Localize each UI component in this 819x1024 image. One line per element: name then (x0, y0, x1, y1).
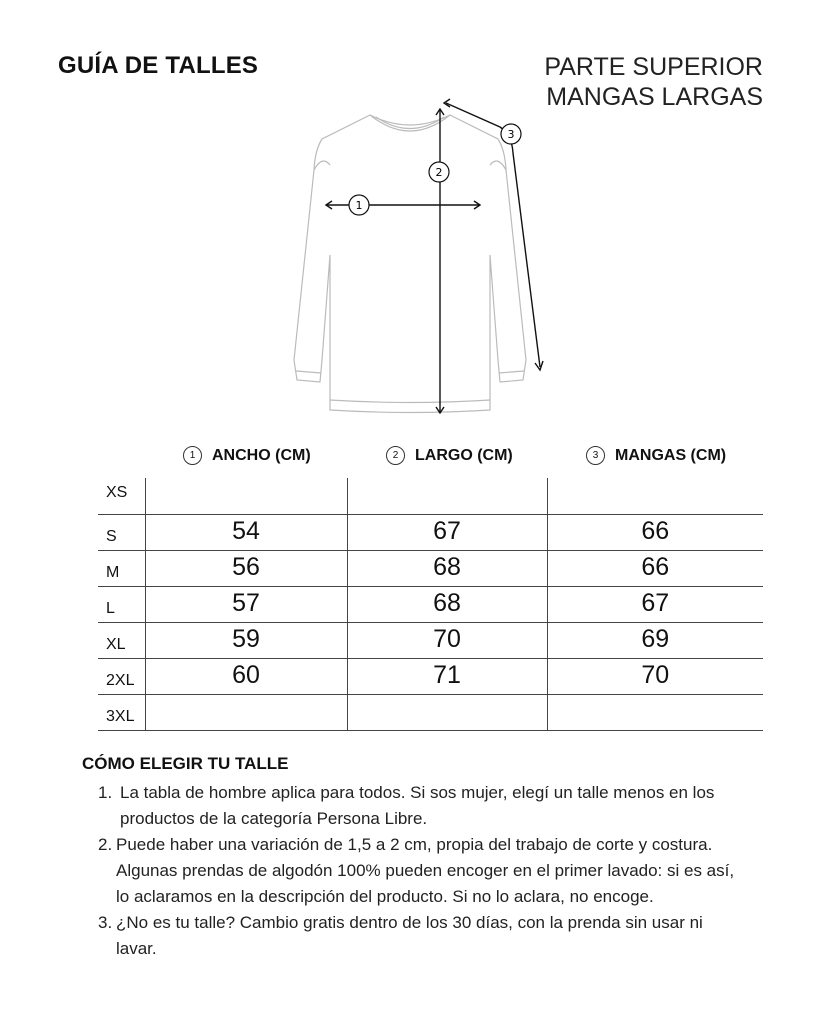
mangas-value: 70 (547, 658, 763, 694)
long-sleeve-shirt-diagram (260, 95, 560, 420)
mangas-value: 69 (547, 622, 763, 658)
largo-value: 70 (347, 622, 547, 658)
ancho-value: 60 (145, 658, 347, 694)
sleeve-marker (501, 124, 521, 144)
list-item-number: 2. (98, 835, 113, 854)
list-item-number: 1. (98, 783, 113, 802)
mangas-value: 66 (547, 550, 763, 586)
column-header-largo (386, 446, 513, 465)
svg-text:2: 2 (435, 166, 443, 179)
column-label: MANGAS (CM) (615, 446, 727, 464)
size-label: L (98, 586, 145, 622)
largo-value (347, 694, 547, 730)
list-item-text: La tabla de hombre aplica para todos. Si sos mujer, elegí un talle menos en los productos de la categoría Persona Libre. (120, 783, 715, 828)
table-row (98, 586, 763, 622)
size-table (98, 478, 763, 731)
list-item-text: ¿No es tu talle? Cambio gratis dentro de los 30 días, con la prenda sin usar ni lavar. (116, 913, 703, 958)
svg-text:3: 3 (507, 128, 515, 141)
largo-value: 68 (347, 586, 547, 622)
garment-type-line2: MANGAS LARGAS (546, 83, 763, 111)
garment-type-line1: PARTE SUPERIOR (544, 53, 763, 81)
svg-text:1: 1 (355, 199, 363, 212)
garment-type (544, 52, 763, 112)
column-number: 1 (183, 446, 202, 465)
list-item (98, 832, 748, 910)
table-row (98, 622, 763, 658)
how-to-title: CÓMO ELEGIR TU TALLE (82, 754, 289, 773)
list-item (98, 780, 748, 832)
table-row (98, 694, 763, 730)
table-row (98, 514, 763, 550)
ancho-value: 59 (145, 622, 347, 658)
size-label: M (98, 550, 145, 586)
size-label: 3XL (98, 694, 145, 730)
column-number: 2 (386, 446, 405, 465)
ancho-value: 54 (145, 514, 347, 550)
ancho-value (145, 478, 347, 514)
column-header-mangas (586, 446, 726, 465)
size-label: 2XL (98, 658, 145, 694)
list-item (98, 910, 748, 962)
largo-value: 67 (347, 514, 547, 550)
column-label: ANCHO (CM) (212, 446, 311, 464)
size-label: XS (98, 478, 145, 514)
column-label: LARGO (CM) (415, 446, 513, 464)
length-marker (429, 162, 449, 182)
size-label: XL (98, 622, 145, 658)
ancho-value (145, 694, 347, 730)
column-header-ancho (183, 446, 311, 465)
table-row (98, 550, 763, 586)
page-title: GUÍA DE TALLES (58, 52, 259, 79)
mangas-value (547, 478, 763, 514)
mangas-value: 67 (547, 586, 763, 622)
mangas-value: 66 (547, 514, 763, 550)
largo-value: 68 (347, 550, 547, 586)
largo-value (347, 478, 547, 514)
table-row (98, 658, 763, 694)
ancho-value: 56 (145, 550, 347, 586)
table-row (98, 478, 763, 514)
list-item-number: 3. (98, 913, 113, 932)
ancho-value: 57 (145, 586, 347, 622)
largo-value: 71 (347, 658, 547, 694)
width-marker (349, 195, 369, 215)
list-item-text: Puede haber una variación de 1,5 a 2 cm, propia del trabajo de corte y costura. Algunas prendas de algodón 100% pueden encoger en el primer lavado: si es así, lo aclaramos en la descripción del producto. Si no lo aclara, no encoge. (116, 835, 735, 906)
mangas-value (547, 694, 763, 730)
column-number: 3 (586, 446, 605, 465)
how-to-list (98, 780, 748, 962)
size-label: S (98, 514, 145, 550)
